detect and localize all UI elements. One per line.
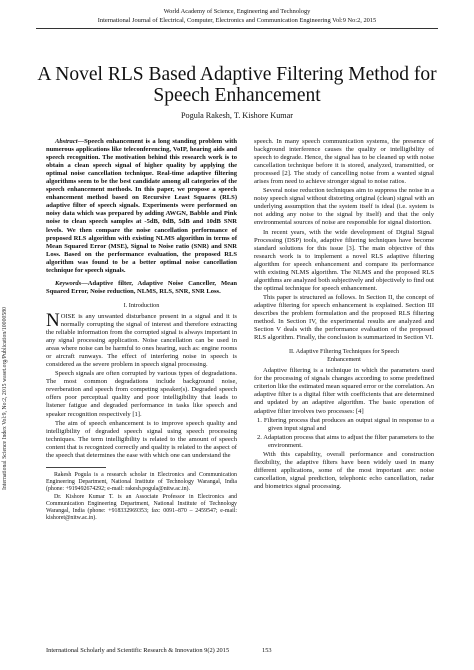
journal-header-line1: World Academy of Science, Engineering and Technology xyxy=(163,8,311,15)
keywords xyxy=(46,280,237,296)
drop-cap: N xyxy=(46,309,60,331)
right-paragraph-4: This paper is structured as follows. In Section II, the concept of adaptive filtering for speech enhancement is explained. Section III describes the problem formulation and the proposed RLS filtering method. In Section IV, the experimental results are analyzed and Section V deals with the performance evaluation of the proposed RLS algorithm. Finally, the conclusion is summarized in Section VI. xyxy=(254,293,434,342)
footnote-rule xyxy=(46,467,106,468)
intro-paragraph-1-text: OISE is any unwanted disturbance present in a signal and it is normally corrupting the signal of interest and therefore extracting the reliable information from the corrupted signal is always important in any signal processing application. Noise cancellation can be used in areas where noise can be harmful to ones hearing, such as: engine rooms or aircraft runways. The effect of interfering noise in speech is considered as the severe problem in speech signal processing. xyxy=(46,312,237,369)
section-1-heading: I. Introduction xyxy=(123,301,160,309)
intro-paragraph-3: The aim of speech enhancement is to improve speech quality and intelligibility of degraded speech signal using speech processing techniques. The term intelligibility is related to the amount of speech content that is recognized correctly and quality is related to the aspect of the speech that determines the ease with which one can understand the xyxy=(46,419,237,459)
header-rule xyxy=(36,28,438,29)
page-number: 153 xyxy=(262,647,272,654)
right-column xyxy=(254,138,434,492)
title-line-1: A Novel RLS Based Adaptive Filtering Method for xyxy=(37,64,437,85)
journal-header-line2: International Journal of Electrical, Computer, Electronics and Communication Engineering Vol:9 No:2, 2015 xyxy=(97,17,377,24)
title-line-2: Speech Enhancement xyxy=(153,85,321,106)
footnote-author-2: Dr. Kishore Kumar T. is an Associate Professor in Electronics and Communication Engineering Department, National Institute of Technology Warangal, India (phone: +918332969353; fax: 0091–870 – 2459547; e-mail: kishoret@nitw.ac.in). xyxy=(46,493,237,521)
footer-journal: International Scholarly and Scientific Research & Innovation 9(2) 2015 xyxy=(46,647,230,654)
left-column xyxy=(46,138,237,523)
keywords-label: Keywords xyxy=(55,279,82,287)
right-paragraph-1: speech. In many speech communication systems, the presence of background interference causes the quality or intelligibility of speech to degrade. Hence, the signal has to be cleaned up with noise cancellation technique before it is stored, analyzed, transmitted, or processed [2]. The study of cancelling noise from a wanted signal arises from need to achieve stronger signal to noise ratios. xyxy=(254,138,434,186)
right-paragraph-3: In recent years, with the wide development of Digital Signal Processing (DSP) tools, adaptive filtering techniques have become standard solutions for this issue [3]. The main objective of this research work is to implement a novel RLS adaptive filtering algorithm for speech enhancement and compare its performance with existing NLMS algorithm. The NLMS and the proposed RLS algorithms are analyzed both subjectively and objectively to find out the optimal technique for speech enhancement. xyxy=(254,228,434,292)
footnote-author-1: Rakesh Pogula is a research scholar in Electronics and Communication Engineering Department, National Institute of Technology Warangal, India (phone: +919492674292; e-mail: rakesh.pogula@nitw.ac.in). xyxy=(46,471,237,492)
intro-paragraph-1 xyxy=(46,309,237,369)
keywords-text: —Adaptive filter, Adaptive Noise Canceller, Mean Squared Error, Noise reduction, NLMS, RLS, SNR, SNR Loss. xyxy=(46,279,237,295)
paper-title xyxy=(20,64,454,106)
abstract xyxy=(46,138,237,275)
abstract-label: Abstract xyxy=(55,138,78,145)
list-item: 1. Filtering process that produces an output signal in response to a given input signal and xyxy=(257,416,434,432)
section-2-heading xyxy=(254,348,434,364)
list-item: 2. Adaptation process that aims to adjust the filter parameters to the environment. xyxy=(257,433,434,449)
right-paragraph-2: Several noise reduction techniques aim to suppress the noise in a noisy speech signal without distorting original (clean) signal with an underlying assumption that the system itself is ideal (i.e. system is not adding any noise to the signal by itself) and that the only environmental sources of noise are responsible for signal distortion. xyxy=(254,187,434,227)
intro-paragraph-2: Speech signals are often corrupted by various types of degradations. The most common degradations include background noise, reverberation and speech from competing speaker(s). Degraded speech offers poor perceptual quality and poor intelligibility that leads to listener fatigue and degraded performance in tasks like speech and speaker recognition respectively [1]. xyxy=(46,370,237,418)
abstract-text: —Speech enhancement is a long standing problem with numerous applications like teleconferencing, VoIP, hearing aids and speech recognition. The motivation behind this research work is to obtain a clean speech signal of higher quality by applying the optimal noise cancellation technique. Real-time adaptive filtering algorithms seem to be the best candidate among all categories of the speech enhancement methods. In this paper, we propose a speech enhancement method based on Recursive Least Squares (RLS) adaptive filter of speech signals. Experiments were performed on noisy data which was prepared by adding AWGN, Babble and Pink noise to clean speech samples at -5dB, 0dB, 5dB and 10dB SNR levels. We then compare the noise cancellation performance of proposed RLS algorithm with existing NLMS algorithm in terms of Mean Squared Error (MSE), Signal to Noise ratio (SNR) and SNR Loss. Based on the performance evaluation, the proposed RLS algorithm was found to be a better optimal noise cancellation technique for speech signals. xyxy=(46,138,237,274)
author-list: Pogula Rakesh, T. Kishore Kumar xyxy=(180,111,294,120)
section-2-paragraph-2: With this capability, overall performance and construction flexibility, the adaptive filters have been widely used in many different applications, some of the most important are: noise cancellation, signal prediction, telephonic echo cancellation, radar and biometrics signal processing. xyxy=(254,450,434,490)
side-index-text: International Science Index Vol:9, No:2, 2015 waset.org/Publication/10000580 xyxy=(2,306,8,490)
section-2-heading-line2: Enhancement xyxy=(327,356,361,364)
section-2-heading-line1: II. Adaptive Filtering Techniques for Speech xyxy=(288,348,400,356)
section-2-paragraph-1: Adaptive filtering is a technique in which the parameters used for the processing of signals changes according to some predefined criterion like the estimated mean squared error or the correlation. An adaptive filter is a digital filter with coefficients that are determined and updated by an adaptive algorithm. The basic operation of adaptive filter involves two processes: [4] xyxy=(254,367,434,415)
